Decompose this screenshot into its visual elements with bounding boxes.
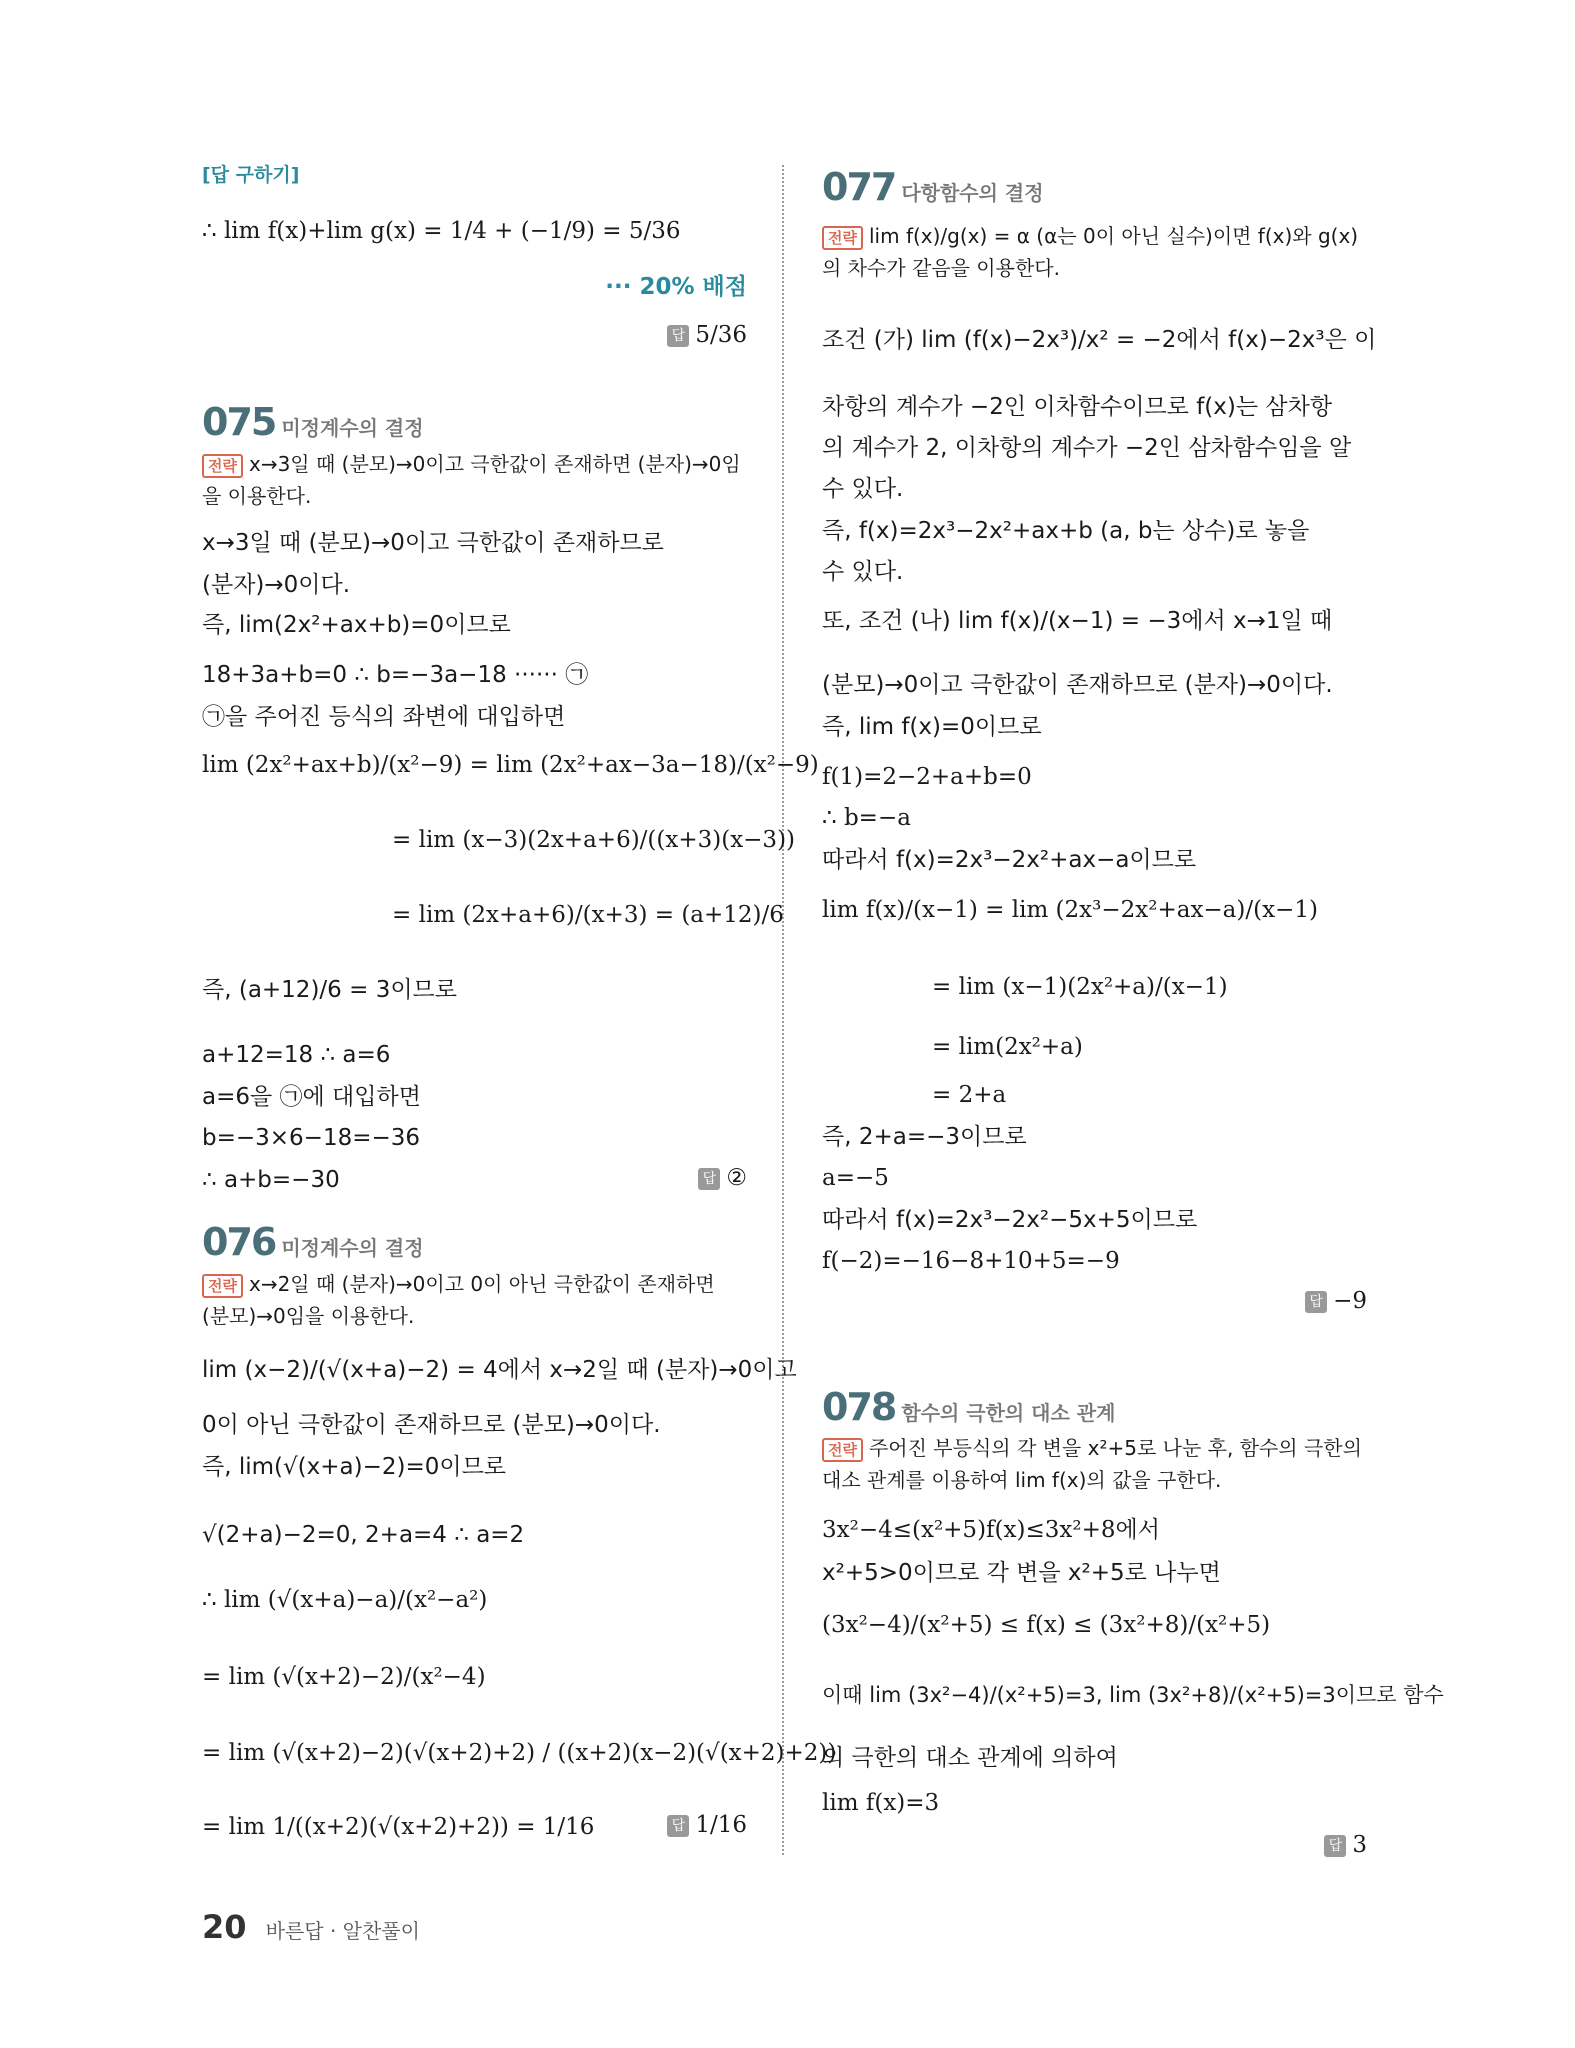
p077-line: 수 있다. <box>822 559 904 585</box>
p077-line: 즉, f(x)=2x³−2x²+ax+b (a, b는 상수)로 놓을 <box>822 518 1310 544</box>
answer-badge-icon: 답 <box>1305 1291 1327 1313</box>
p077-line: = 2+a <box>932 1082 1007 1108</box>
p077-line: f(1)=2−2+a+b=0 <box>822 764 1032 790</box>
p077-line: lim f(x)/(x−1) = lim (2x³−2x²+ax−a)/(x−1) <box>822 897 1318 923</box>
book-title: 바른답 · 알찬풀이 <box>265 1919 420 1943</box>
p076-line: 0이 아닌 극한값이 존재하므로 (분모)→0이다. <box>202 1412 661 1438</box>
p075-line: x→3일 때 (분모)→0이고 극한값이 존재하므로 <box>202 530 664 556</box>
p077-line: 따라서 f(x)=2x³−2x²+ax−a이므로 <box>822 847 1197 873</box>
p075-line: = lim (x−3)(2x+a+6)/((x+3)(x−3)) <box>392 827 796 853</box>
answer-badge-icon: 답 <box>667 325 689 347</box>
p077-line: = lim(2x²+a) <box>932 1034 1083 1060</box>
problem-076-header: 076 미정계수의 결정 <box>202 1220 424 1264</box>
p077-line: 또, 조건 (나) lim f(x)/(x−1) = −3에서 x→1일 때 <box>822 608 1333 634</box>
page-number: 20 <box>202 1908 247 1946</box>
p077-line: = lim (x−1)(2x²+a)/(x−1) <box>932 974 1228 1000</box>
strategy-tag: 전략 <box>202 454 243 478</box>
p076-line: lim (x−2)/(√(x+a)−2) = 4에서 x→2일 때 (분자)→0이고 <box>202 1357 797 1383</box>
answer-badge-icon: 답 <box>1324 1835 1346 1857</box>
p077-line: f(−2)=−16−8+10+5=−9 <box>822 1248 1120 1274</box>
column-divider <box>782 165 784 1855</box>
p075-line: 즉, (a+12)/6 = 3이므로 <box>202 977 457 1003</box>
problem-078-strategy: 전략 주어진 부등식의 각 변을 x²+5로 나눈 후, 함수의 극한의 대소 관계를 이용하여 lim f(x)의 값을 구한다. <box>822 1436 1362 1492</box>
strategy-tag: 전략 <box>822 1438 863 1462</box>
problem-075-strategy: 전략 x→3일 때 (분모)→0이고 극한값이 존재하면 (분자)→0임을 이용한다. <box>202 452 741 508</box>
answer-badge-icon: 답 <box>667 1815 689 1837</box>
p077-line: 따라서 f(x)=2x³−2x²−5x+5이므로 <box>822 1207 1198 1233</box>
p075-line: = lim (2x+a+6)/(x+3) = (a+12)/6 <box>392 902 784 928</box>
p075-line: a=6을 ㉠에 대입하면 <box>202 1084 421 1110</box>
p076-line: = lim (√(x+2)−2)(√(x+2)+2) / ((x+2)(x−2)(√(x+2)+2)) <box>202 1740 837 1766</box>
problem-078-header: 078 함수의 극한의 대소 관계 <box>822 1385 1116 1429</box>
p078-answer: 답 3 <box>1324 1832 1367 1858</box>
answer-badge-icon: 답 <box>698 1168 720 1190</box>
p076-answer: 답 1/16 <box>667 1812 747 1838</box>
top-score: ··· 20% 배점 <box>605 274 747 300</box>
p077-line: 조건 (가) lim (f(x)−2x³)/x² = −2에서 f(x)−2x³은 이 <box>822 327 1377 353</box>
p077-line: 수 있다. <box>822 476 904 502</box>
p077-line: ∴ b=−a <box>822 805 911 831</box>
p077-line: 즉, lim f(x)=0이므로 <box>822 714 1042 740</box>
p075-line: ∴ a+b=−30 <box>202 1167 340 1193</box>
p077-line: 즉, 2+a=−3이므로 <box>822 1124 1027 1150</box>
p078-line: x²+5>0이므로 각 변을 x²+5로 나누면 <box>822 1560 1221 1586</box>
p076-line: 즉, lim(√(x+a)−2)=0이므로 <box>202 1454 507 1480</box>
top-formula: ∴ lim f(x)+lim g(x) = 1/4 + (−1/9) = 5/36 <box>202 218 681 244</box>
p078-line: 의 극한의 대소 관계에 의하여 <box>822 1745 1118 1771</box>
p075-line: ㉠을 주어진 등식의 좌변에 대입하면 <box>202 704 566 730</box>
p078-line: (3x²−4)/(x²+5) ≤ f(x) ≤ (3x²+8)/(x²+5) <box>822 1612 1271 1638</box>
p078-line: 3x²−4≤(x²+5)f(x)≤3x²+8에서 <box>822 1517 1160 1543</box>
problem-076-strategy: 전략 x→2일 때 (분자)→0이고 0이 아닌 극한값이 존재하면 (분모)→0임을 이용한다. <box>202 1272 715 1328</box>
problem-077-strategy: 전략 lim f(x)/g(x) = α (α는 0이 아닌 실수)이면 f(x)와 g(x)의 차수가 같음을 이용한다. <box>822 224 1359 280</box>
p075-line: (분자)→0이다. <box>202 572 351 598</box>
p077-line: (분모)→0이고 극한값이 존재하므로 (분자)→0이다. <box>822 672 1333 698</box>
p075-line: a+12=18 ∴ a=6 <box>202 1042 391 1068</box>
p075-line: 즉, lim(2x²+ax+b)=0이므로 <box>202 612 511 638</box>
p077-answer: 답 −9 <box>1305 1288 1367 1314</box>
p075-answer: 답 ② <box>698 1165 747 1191</box>
answer-section-label: [답 구하기] <box>202 164 300 186</box>
p075-line: lim (2x²+ax+b)/(x²−9) = lim (2x²+ax−3a−18)/(x²−9) <box>202 752 819 778</box>
p078-line: lim f(x)=3 <box>822 1790 940 1816</box>
p075-line: b=−3×6−18=−36 <box>202 1125 421 1151</box>
p076-line: = lim 1/((x+2)(√(x+2)+2)) = 1/16 <box>202 1814 595 1840</box>
p075-line: 18+3a+b=0 ∴ b=−3a−18 ······ ㉠ <box>202 662 589 688</box>
page-footer <box>202 1908 420 1946</box>
top-answer: 답 5/36 <box>667 322 747 348</box>
p078-line: 이때 lim (3x²−4)/(x²+5)=3, lim (3x²+8)/(x²+5)=3이므로 함수 <box>822 1683 1444 1707</box>
strategy-tag: 전략 <box>202 1274 243 1298</box>
problem-075-header: 075 미정계수의 결정 <box>202 400 424 444</box>
p077-line: 의 계수가 2, 이차항의 계수가 −2인 삼차함수임을 알 <box>822 435 1352 461</box>
p077-line: 차항의 계수가 −2인 이차함수이므로 f(x)는 삼차항 <box>822 394 1333 420</box>
strategy-tag: 전략 <box>822 226 863 250</box>
p076-line: = lim (√(x+2)−2)/(x²−4) <box>202 1664 486 1690</box>
p076-line: ∴ lim (√(x+a)−a)/(x²−a²) <box>202 1587 488 1613</box>
problem-077-header: 077 다항함수의 결정 <box>822 165 1044 209</box>
p076-line: √(2+a)−2=0, 2+a=4 ∴ a=2 <box>202 1522 525 1548</box>
p077-line: a=−5 <box>822 1165 889 1191</box>
